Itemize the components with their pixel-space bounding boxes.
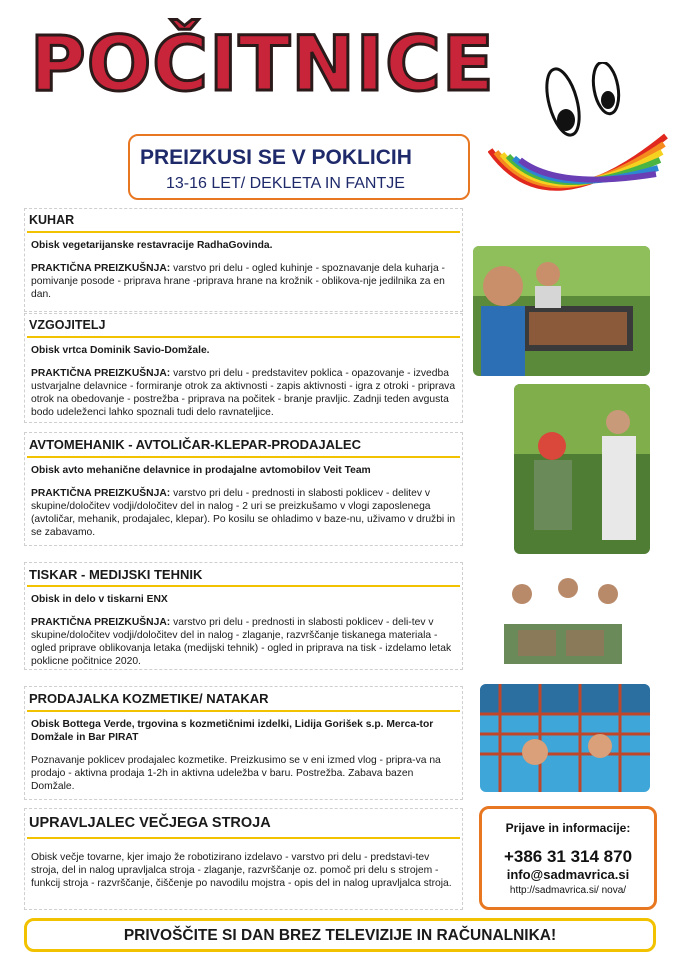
section-visit: Obisk in delo v tiskarni ENX	[31, 594, 168, 605]
subtitle-age: 13-16 LET/ DEKLETA IN FANTJE	[166, 175, 405, 192]
contact-title: Prijave in informacije:	[505, 821, 631, 835]
banner-text: PRIVOŠČITE SI DAN BREZ TELEVIZIJE IN RAČUNALNIKA!	[123, 927, 557, 944]
section-divider	[27, 710, 460, 712]
practical-label: PRAKTIČNA PREIZKUŠNJA:	[31, 488, 171, 499]
section-upravljalec	[24, 808, 463, 910]
section-heading: KUHAR	[29, 213, 75, 227]
practical-text: Poznavanje poklicev prodajalec kozmetike. Preizkusimo se v eni izmed vlog - pripra-va na prodajo - aktivna prodaja 1-2h in aktivna udeležba v baru. Postrežba. Zabava bazen Domžale.	[31, 755, 441, 792]
section-divider	[27, 837, 460, 839]
section-divider	[27, 585, 460, 587]
subtitle-box	[128, 134, 470, 200]
practical-text: varstvo pri delu - predstavitev poklica - opazovanje - izvedba ustvarjalne delavnice - formiranje otrok za aktivnosti - zapis aktivnosti - igra z otroki - priprava otrok na obedovanje - postrežba - priprava na počitek - branje pravljic. Zadnji teden avgusta bodo udeleženci lahko spoznali tudi delo ravnateljice.	[31, 368, 456, 418]
contact-email[interactable]: info@sadmavrica.si	[506, 867, 630, 882]
section-avtomehanik	[24, 432, 463, 546]
section-prodajalka	[24, 686, 463, 800]
section-divider	[27, 456, 460, 458]
section-heading: TISKAR - MEDIJSKI TEHNIK	[29, 567, 203, 582]
practical-text: varstvo pri delu - prednosti in slabosti poklicev - deli-tev v skupine/določitev vodji/določitev del in nalog - zlaganje, razvrščanje tiskanega materiala - ogled priprave oblikovanja letaka (medijski tehnik) - ogled in priprava na tisk - izdelamo letak poklicne počitnice 2020.	[31, 617, 452, 667]
section-kuhar	[24, 208, 463, 312]
practical-text: Obisk večje tovarne, kjer imajo že robotizirano izdelavo - varstvo pri delu - predstavi-tev stroja, del in nalog upravljalca stroja - zlaganje, razvrščanje oz. pomoč pri delu s strojem - funkcij stroja - razvrščanje, čiščenje po navodilu mojstra - opis del in nalog upravljalca stroja.	[31, 852, 452, 889]
contact-website[interactable]: http://sadmavrica.si/ nova/	[509, 885, 627, 896]
photo-forest	[514, 384, 650, 554]
photo-cooking	[473, 246, 650, 376]
bottom-banner	[24, 918, 656, 952]
section-heading: VZGOJITELJ	[29, 318, 106, 332]
section-visit: Obisk Bottega Verde, trgovina s kozmetičnimi izdelki, Lidija Gorišek s.p. Merca-tor Domžale in Bar PIRAT	[31, 719, 434, 743]
section-heading: UPRAVLJALEC VEČJEGA STROJA	[29, 815, 271, 831]
practical-text: varstvo pri delu - prednosti in slabosti poklicev - delitev v skupine/določitev vodji/določitev del in nalog - 2 uri se preizkušamo v vlogi zaposlenega (avtoličar, mehanik, prodajalec, klepar). Po kosilu se ohladimo v baze-nu, uživamo v družbi in se zabavamo.	[31, 488, 456, 538]
section-visit: Obisk vegetarijanske restavracije RadhaGovinda.	[31, 240, 273, 251]
section-heading: PRODAJALKA KOZMETIKE/ NATAKAR	[29, 691, 269, 706]
section-tiskar	[24, 562, 463, 670]
smiley-rainbow-icon	[488, 62, 668, 212]
section-divider	[27, 336, 460, 338]
practical-label: PRAKTIČNA PREIZKUŠNJA:	[31, 263, 171, 274]
photo-printing	[498, 572, 628, 668]
contact-phone[interactable]: +386 31 314 870	[503, 847, 633, 866]
photo-swimming-pool	[480, 684, 650, 792]
section-divider	[27, 231, 460, 233]
section-visit: Obisk vrtca Dominik Savio-Domžale.	[31, 345, 210, 356]
subtitle-heading: PREIZKUSI SE V POKLICIH	[140, 146, 412, 169]
contact-box	[479, 806, 657, 910]
section-visit: Obisk avto mehanične delavnice in prodajalne avtomobilov Veit Team	[31, 465, 371, 476]
practical-label: PRAKTIČNA PREIZKUŠNJA:	[31, 368, 171, 379]
practical-label: PRAKTIČNA PREIZKUŠNJA:	[31, 617, 171, 628]
practical-text: varstvo pri delu - ogled kuhinje - spoznavanje dela kuharja - pomivanje posode - priprava hrane -priprava hrane na krožnik - oblikova-nje jedilnika za en dan.	[31, 263, 445, 300]
section-heading: AVTOMEHANIK - AVTOLIČAR-KLEPAR-PRODAJALEC	[29, 437, 361, 452]
section-vzgojitelj	[24, 313, 463, 423]
page-title: POČITNICE	[30, 19, 495, 108]
